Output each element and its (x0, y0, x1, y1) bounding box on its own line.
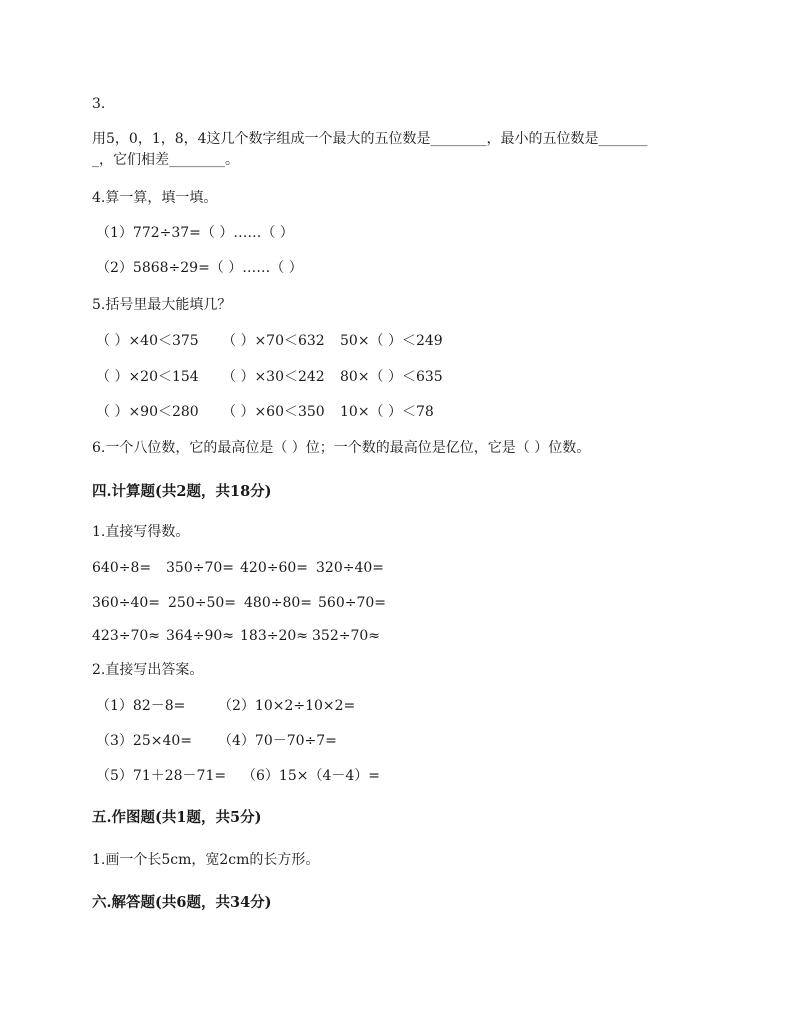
calc-row-3-col-1: 423÷70≈ (92, 628, 160, 644)
q4-title: 4.算一算，填一填。 (92, 190, 218, 206)
q5-title: 5.括号里最大能填几？ (92, 297, 232, 313)
calc-row-2-col-3: 480÷80= (244, 595, 312, 611)
q4-item-2: （2）5868÷29=（ ）……（ ） (96, 260, 303, 276)
calc-row-3-col-3: 183÷20≈ (240, 628, 308, 644)
q5-row-1-col-1: （ ）×40＜375 (96, 333, 199, 349)
q6-text: 6.一个八位数，它的最高位是（ ）位；一个数的最高位是亿位，它是（ ）位数。 (92, 440, 591, 456)
calc-row-1-col-4: 320÷40= (316, 560, 384, 576)
section-4-title: 四.计算题(共2题，共18分) (92, 483, 272, 500)
sec5-p1: 1.画一个长5cm，宽2cm的长方形。 (92, 852, 320, 868)
q5-row-3-col-1: （ ）×90＜280 (96, 404, 199, 420)
q4-item-1: （1）772÷37=（ ）……（ ） (96, 225, 294, 241)
q5-row-2-col-3: 80×（ ）＜635 (340, 369, 443, 385)
q5-row-2-col-2: （ ）×30＜242 (222, 369, 325, 385)
q5-row-3-col-2: （ ）×60＜350 (222, 404, 325, 420)
q3-number: 3. (92, 96, 106, 112)
calc-row-2-col-2: 250÷50= (168, 595, 236, 611)
answer-row-2-col-1: （3）25×40= (96, 733, 192, 749)
section-6-title: 六.解答题(共6题，共34分) (92, 894, 272, 911)
calc-row-1-col-1: 640÷8= (92, 560, 152, 576)
q3-line-1: 用5，0，1，8，4这几个数字组成一个最大的五位数是________，最小的五位数是_______ (92, 131, 648, 147)
answer-row-1-col-2: （2）10×2÷10×2= (218, 698, 356, 714)
answer-row-3-col-2: （6）15×（4－4）= (242, 768, 380, 784)
sec4-p2-title: 2.直接写出答案。 (92, 662, 204, 678)
q5-row-1-col-2: （ ）×70＜632 (222, 333, 325, 349)
answer-row-3-col-1: （5）71＋28－71= (96, 768, 227, 784)
q5-row-3-col-3: 10×（ ）＜78 (340, 404, 434, 420)
calc-row-1-col-2: 350÷70= (166, 560, 234, 576)
q5-row-2-col-1: （ ）×20＜154 (96, 369, 199, 385)
calc-row-3-col-4: 352÷70≈ (312, 628, 380, 644)
calc-row-3-col-2: 364÷90≈ (166, 628, 234, 644)
answer-row-1-col-1: （1）82－8= (96, 698, 186, 714)
q5-row-1-col-3: 50×（ ）＜249 (340, 333, 443, 349)
sec4-p1-title: 1.直接写得数。 (92, 524, 190, 540)
calc-row-1-col-3: 420÷60= (240, 560, 308, 576)
q3-line-2: _，它们相差________。 (92, 152, 239, 168)
section-5-title: 五.作图题(共1题，共5分) (92, 809, 262, 826)
calc-row-2-col-4: 560÷70= (318, 595, 386, 611)
answer-row-2-col-2: （4）70－70÷7= (218, 733, 337, 749)
calc-row-2-col-1: 360÷40= (92, 595, 160, 611)
